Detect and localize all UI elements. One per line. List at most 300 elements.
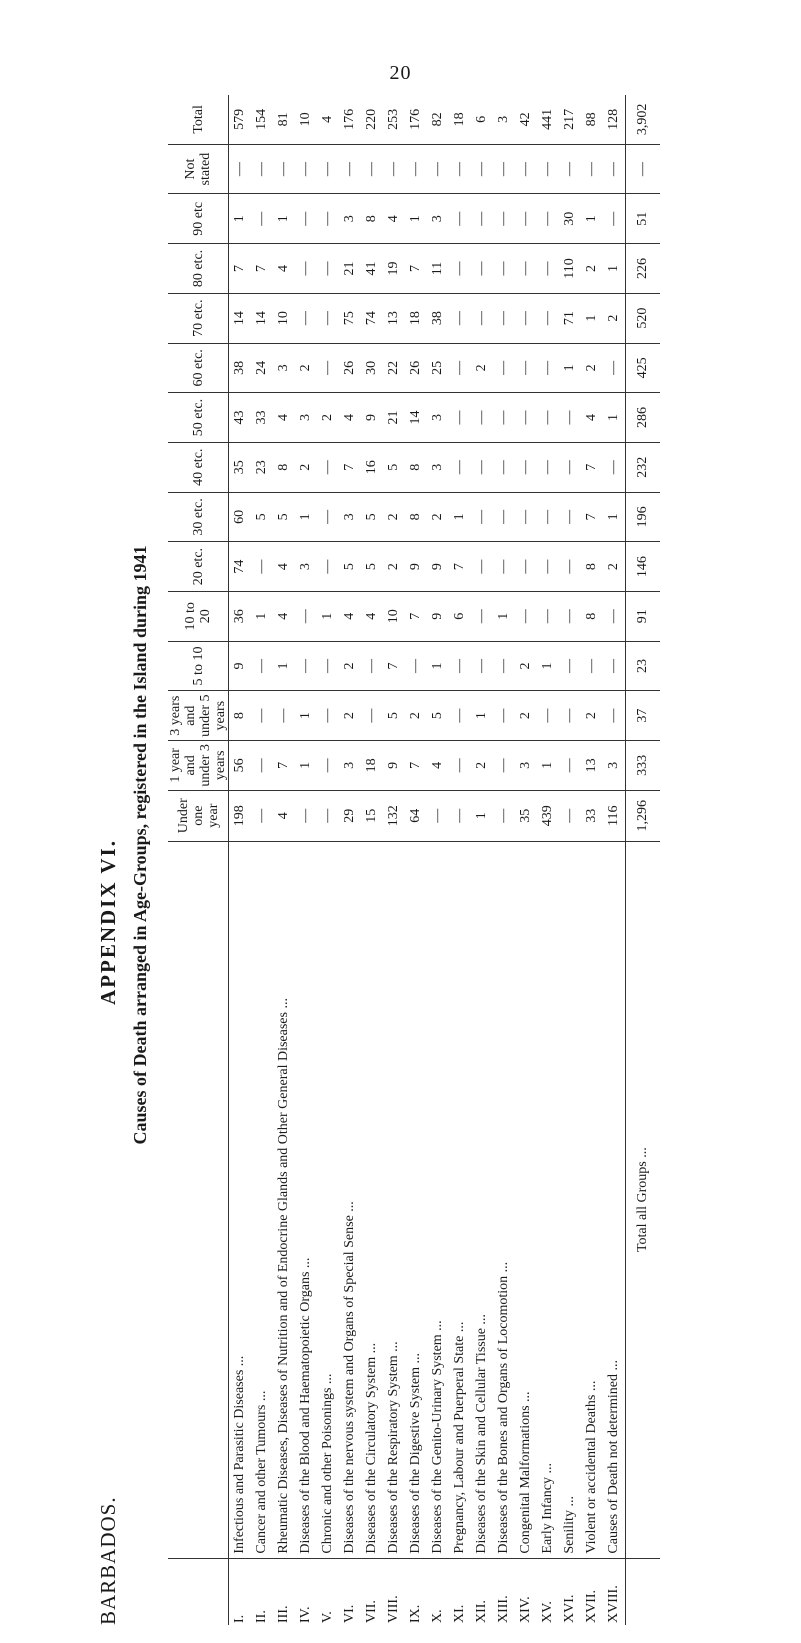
- table-cell: —: [537, 144, 559, 194]
- column-header: 3 years and under 5 years: [168, 691, 229, 741]
- table-cell: 2: [339, 691, 361, 741]
- table-cell: —: [581, 144, 603, 194]
- table-cell: —: [603, 691, 626, 741]
- table-cell: 7: [383, 641, 405, 691]
- total-cell: 232: [626, 442, 661, 492]
- row-number: II.: [254, 1610, 269, 1623]
- column-header: 90 etc: [168, 194, 229, 244]
- table-cell: —: [273, 691, 295, 741]
- cause-label: Diseases of the Digestive System ...: [405, 841, 427, 1558]
- table-cell: 5: [251, 492, 273, 542]
- row-number: VIII.: [386, 1595, 401, 1623]
- table-cell: 10: [383, 591, 405, 641]
- table-cell: 1: [229, 194, 252, 244]
- table-cell: 15: [361, 790, 383, 841]
- table-cell: 1: [427, 641, 449, 691]
- table-row: [405, 95, 427, 1625]
- column-header: 30 etc.: [168, 492, 229, 542]
- table-cell: 2: [427, 492, 449, 542]
- table-cell: —: [273, 144, 295, 194]
- table-cell: 4: [273, 790, 295, 841]
- table-cell: —: [405, 641, 427, 691]
- table-cell: —: [493, 144, 515, 194]
- table-cell: 9: [427, 542, 449, 592]
- cause-label: Diseases of the Genito-Urinary System ...: [427, 841, 449, 1558]
- table-cell: —: [515, 244, 537, 294]
- table-cell: 14: [405, 393, 427, 443]
- table-cell: —: [559, 492, 581, 542]
- cause-label: Early Infancy ...: [537, 841, 559, 1558]
- table-cell: —: [251, 790, 273, 841]
- column-header: Total: [168, 95, 229, 144]
- table-cell: —: [493, 442, 515, 492]
- table-cell: 2: [471, 343, 493, 393]
- table-cell: 24: [251, 343, 273, 393]
- row-number: XVIII.: [606, 1585, 621, 1623]
- cause-label: Diseases of the Blood and Haematopoietic Organs ...: [295, 841, 317, 1558]
- table-cell: 38: [229, 343, 252, 393]
- table-cell: 220: [361, 95, 383, 144]
- table-cell: 21: [339, 244, 361, 294]
- table-cell: —: [559, 741, 581, 791]
- table-cell: 18: [405, 293, 427, 343]
- table-cell: 5: [273, 492, 295, 542]
- table-cell: —: [383, 144, 405, 194]
- table-cell: —: [427, 790, 449, 841]
- table-cell: 16: [361, 442, 383, 492]
- table-cell: —: [559, 641, 581, 691]
- table-cell: 1: [603, 393, 626, 443]
- table-cell: —: [251, 691, 273, 741]
- table-cell: 7: [405, 591, 427, 641]
- table-cell: —: [493, 641, 515, 691]
- table-cell: 1: [471, 691, 493, 741]
- table-cell: 25: [427, 343, 449, 393]
- table-cell: —: [493, 293, 515, 343]
- table-cell: 1: [251, 591, 273, 641]
- table-cell: 1: [493, 591, 515, 641]
- cause-label: Rheumatic Diseases, Diseases of Nutrition and of Endocrine Glands and Other General Diseases ...: [273, 841, 295, 1558]
- table-cell: —: [251, 542, 273, 592]
- table-cell: 35: [515, 790, 537, 841]
- cause-label: Diseases of the Circulatory System ...: [361, 841, 383, 1558]
- table-cell: 2: [295, 442, 317, 492]
- table-cell: 7: [405, 244, 427, 294]
- table-cell: 2: [405, 691, 427, 741]
- table-cell: 2: [515, 641, 537, 691]
- table-row: [273, 95, 295, 1625]
- total-cell: 51: [626, 194, 661, 244]
- table-cell: —: [493, 194, 515, 244]
- table-cell: —: [515, 194, 537, 244]
- table-cell: —: [471, 641, 493, 691]
- table-cell: 26: [405, 343, 427, 393]
- table-cell: —: [515, 591, 537, 641]
- table-cell: —: [559, 591, 581, 641]
- table-cell: —: [449, 393, 471, 443]
- table-cell: —: [515, 293, 537, 343]
- table-cell: —: [537, 343, 559, 393]
- total-blank-cell: [626, 1558, 661, 1625]
- cause-label: Causes of Death not determined ...: [603, 841, 626, 1558]
- table-cell: 82: [427, 95, 449, 144]
- row-number: X.: [430, 1609, 445, 1623]
- table-cell: 21: [383, 393, 405, 443]
- table-cell: 154: [251, 95, 273, 144]
- table-cell: 3: [427, 393, 449, 443]
- row-number: XII.: [474, 1600, 489, 1623]
- table-cell: 75: [339, 293, 361, 343]
- table-cell: 88: [581, 95, 603, 144]
- table-cell: 4: [361, 591, 383, 641]
- total-cell: 1,296: [626, 790, 661, 841]
- table-cell: —: [471, 492, 493, 542]
- table-cell: —: [515, 393, 537, 443]
- table-cell: —: [295, 144, 317, 194]
- cause-label: Infectious and Parasitic Diseases ...: [229, 841, 252, 1558]
- table-cell: —: [317, 293, 339, 343]
- table-cell: 8: [361, 194, 383, 244]
- table-cell: —: [317, 542, 339, 592]
- row-number: VII.: [364, 1600, 379, 1623]
- row-number: III.: [276, 1605, 291, 1623]
- table-cell: —: [449, 293, 471, 343]
- table-row: [515, 95, 537, 1625]
- table-cell: —: [295, 194, 317, 244]
- total-label: Total all Groups ...: [626, 841, 661, 1558]
- page-number: 20: [389, 62, 412, 84]
- column-header: 5 to 10: [168, 641, 229, 691]
- row-number: IV.: [298, 1606, 313, 1623]
- table-cell: 253: [383, 95, 405, 144]
- table-cell: 3: [339, 492, 361, 542]
- table-cell: 4: [339, 591, 361, 641]
- table-cell: —: [471, 144, 493, 194]
- row-number: XIII.: [496, 1595, 511, 1623]
- table-cell: 38: [427, 293, 449, 343]
- table-cell: —: [493, 244, 515, 294]
- cause-label: Pregnancy, Labour and Puerperal State ...: [449, 841, 471, 1558]
- table-cell: 56: [229, 741, 252, 791]
- cause-label: Chronic and other Poisonings ...: [317, 841, 339, 1558]
- table-cell: —: [603, 591, 626, 641]
- table-cell: 1: [273, 194, 295, 244]
- table-cell: —: [493, 691, 515, 741]
- table-cell: —: [537, 244, 559, 294]
- table-cell: —: [251, 144, 273, 194]
- table-cell: 60: [229, 492, 252, 542]
- table-title: Causes of Death arranged in Age-Groups, registered in the Island during 1941: [130, 545, 150, 1145]
- table-cell: 1: [471, 790, 493, 841]
- table-cell: —: [537, 542, 559, 592]
- table-cell: —: [493, 790, 515, 841]
- table-body: [229, 95, 626, 1625]
- table-cell: 439: [537, 790, 559, 841]
- table-cell: —: [295, 244, 317, 294]
- table-cell: 2: [471, 741, 493, 791]
- table-cell: 3: [603, 741, 626, 791]
- column-header: 40 etc.: [168, 442, 229, 492]
- table-row: [537, 95, 559, 1625]
- total-cell: 196: [626, 492, 661, 542]
- table-row: [603, 95, 626, 1625]
- table-cell: —: [603, 641, 626, 691]
- table-cell: 35: [229, 442, 252, 492]
- table-cell: —: [603, 442, 626, 492]
- table-row: [229, 95, 252, 1625]
- row-number: XI.: [452, 1604, 467, 1623]
- table-cell: 7: [229, 244, 252, 294]
- table-cell: 23: [251, 442, 273, 492]
- table-cell: 8: [581, 591, 603, 641]
- table-cell: 1: [295, 492, 317, 542]
- total-cell: 91: [626, 591, 661, 641]
- table-cell: 4: [273, 393, 295, 443]
- row-number: I.: [232, 1614, 247, 1623]
- table-cell: 176: [339, 95, 361, 144]
- sheet-heading: [90, 65, 130, 1625]
- table-cell: —: [471, 393, 493, 443]
- table-cell: 7: [581, 492, 603, 542]
- table-cell: —: [471, 194, 493, 244]
- table-cell: 2: [515, 691, 537, 741]
- table-cell: 2: [383, 542, 405, 592]
- table-cell: 3: [493, 95, 515, 144]
- total-cell: 333: [626, 741, 661, 791]
- table-cell: —: [515, 492, 537, 542]
- table-cell: 2: [581, 691, 603, 741]
- table-row: [317, 95, 339, 1625]
- table-cell: —: [361, 144, 383, 194]
- table-cell: 9: [229, 641, 252, 691]
- table-cell: —: [559, 393, 581, 443]
- table-cell: 217: [559, 95, 581, 144]
- table-cell: —: [559, 542, 581, 592]
- table-cell: 3: [515, 741, 537, 791]
- table-cell: —: [537, 393, 559, 443]
- table-cell: 33: [581, 790, 603, 841]
- table-row: [251, 95, 273, 1625]
- table-row: [493, 95, 515, 1625]
- table-cell: 4: [339, 393, 361, 443]
- table-cell: 1: [603, 492, 626, 542]
- table-cell: —: [449, 790, 471, 841]
- table-cell: —: [449, 741, 471, 791]
- table-cell: 30: [559, 194, 581, 244]
- table-cell: 1: [559, 343, 581, 393]
- table-cell: —: [317, 144, 339, 194]
- row-number: VI.: [342, 1604, 357, 1623]
- place-name: BARBADOS.: [96, 1496, 120, 1625]
- table-cell: 5: [361, 492, 383, 542]
- cause-label: Diseases of the Respiratory System ...: [383, 841, 405, 1558]
- table-cell: —: [295, 790, 317, 841]
- column-header: 10 to 20: [168, 591, 229, 641]
- total-row: [626, 95, 661, 1625]
- appendix-title: APPENDIX VI.: [96, 839, 120, 1005]
- table-cell: —: [537, 591, 559, 641]
- total-cell: 23: [626, 641, 661, 691]
- total-cell: 425: [626, 343, 661, 393]
- table-cell: 26: [339, 343, 361, 393]
- table-cell: 2: [339, 641, 361, 691]
- table-cell: —: [493, 393, 515, 443]
- cause-label: Cancer and other Tumours ...: [251, 841, 273, 1558]
- table-cell: 1: [537, 641, 559, 691]
- row-number: XVI.: [562, 1594, 577, 1623]
- table-cell: 4: [273, 244, 295, 294]
- table-cell: 1: [273, 641, 295, 691]
- row-number: XV.: [540, 1601, 555, 1623]
- table-cell: 176: [405, 95, 427, 144]
- table-cell: —: [493, 492, 515, 542]
- table-cell: —: [317, 442, 339, 492]
- column-header: 50 etc.: [168, 393, 229, 443]
- table-cell: —: [449, 244, 471, 294]
- table-cell: —: [251, 194, 273, 244]
- total-cell: 37: [626, 691, 661, 741]
- table-cell: 43: [229, 393, 252, 443]
- table-cell: —: [537, 194, 559, 244]
- table-cell: 2: [581, 343, 603, 393]
- table-cell: —: [339, 144, 361, 194]
- table-cell: —: [251, 641, 273, 691]
- table-cell: 9: [427, 591, 449, 641]
- table-cell: 128: [603, 95, 626, 144]
- column-header: 60 etc.: [168, 343, 229, 393]
- table-cell: 4: [581, 393, 603, 443]
- table-cell: 7: [251, 244, 273, 294]
- column-header: Under one year: [168, 790, 229, 841]
- row-number: IX.: [408, 1604, 423, 1623]
- table-cell: 42: [515, 95, 537, 144]
- table-cell: 11: [427, 244, 449, 294]
- table-cell: —: [317, 343, 339, 393]
- table-cell: 10: [273, 293, 295, 343]
- table-cell: 1: [581, 194, 603, 244]
- table-cell: 2: [295, 343, 317, 393]
- table-cell: 1: [449, 492, 471, 542]
- table-cell: 3: [295, 393, 317, 443]
- table-cell: 132: [383, 790, 405, 841]
- table-cell: —: [449, 144, 471, 194]
- table-cell: —: [405, 144, 427, 194]
- table-cell: 9: [405, 542, 427, 592]
- table-row: [581, 95, 603, 1625]
- row-number: XIV.: [518, 1596, 533, 1623]
- table-cell: —: [559, 442, 581, 492]
- table-cell: —: [471, 542, 493, 592]
- table-cell: —: [449, 641, 471, 691]
- table-cell: —: [537, 293, 559, 343]
- table-cell: 2: [317, 393, 339, 443]
- table-cell: 74: [229, 542, 252, 592]
- cause-label: Congenital Malformations ...: [515, 841, 537, 1558]
- total-cell: 286: [626, 393, 661, 443]
- row-number: V.: [320, 1611, 335, 1623]
- total-cell: 3,902: [626, 95, 661, 144]
- table-cell: —: [515, 442, 537, 492]
- table-cell: 7: [449, 542, 471, 592]
- row-number: XVII.: [584, 1589, 599, 1623]
- table-cell: 8: [581, 542, 603, 592]
- table-cell: —: [603, 194, 626, 244]
- cause-label: Diseases of the Skin and Cellular Tissue ...: [471, 841, 493, 1558]
- table-cell: —: [361, 691, 383, 741]
- table-cell: 2: [383, 492, 405, 542]
- table-cell: —: [537, 442, 559, 492]
- table-cell: 10: [295, 95, 317, 144]
- table-cell: 36: [229, 591, 252, 641]
- table-cell: 9: [361, 393, 383, 443]
- table-cell: 116: [603, 790, 626, 841]
- table-cell: 8: [405, 492, 427, 542]
- table-cell: 110: [559, 244, 581, 294]
- table-cell: —: [493, 542, 515, 592]
- table-cell: 6: [471, 95, 493, 144]
- table-cell: 74: [361, 293, 383, 343]
- table-cell: 2: [603, 293, 626, 343]
- table-cell: —: [603, 343, 626, 393]
- table-cell: 7: [405, 741, 427, 791]
- table-row: [361, 95, 383, 1625]
- table-cell: 1: [537, 741, 559, 791]
- table-cell: —: [427, 144, 449, 194]
- column-header: 70 etc.: [168, 293, 229, 343]
- table-cell: —: [449, 691, 471, 741]
- table-row: [339, 95, 361, 1625]
- table-cell: 1: [295, 741, 317, 791]
- table-cell: 3: [339, 194, 361, 244]
- table-cell: 4: [427, 741, 449, 791]
- table-cell: —: [317, 641, 339, 691]
- table-row: [449, 95, 471, 1625]
- table-cell: 41: [361, 244, 383, 294]
- table-cell: —: [515, 343, 537, 393]
- table-cell: 18: [361, 741, 383, 791]
- table-cell: 14: [251, 293, 273, 343]
- column-header: [168, 1558, 229, 1625]
- table-row: [427, 95, 449, 1625]
- table-header-row: [168, 95, 229, 1625]
- column-header: 80 etc.: [168, 244, 229, 294]
- table-cell: 71: [559, 293, 581, 343]
- table-cell: 7: [581, 442, 603, 492]
- table-cell: 9: [383, 741, 405, 791]
- table-cell: —: [295, 293, 317, 343]
- table-cell: 2: [603, 542, 626, 592]
- table-cell: 5: [361, 542, 383, 592]
- table-cell: 1: [317, 591, 339, 641]
- table-cell: —: [251, 741, 273, 791]
- total-cell: 226: [626, 244, 661, 294]
- table-cell: —: [515, 542, 537, 592]
- total-cell: —: [626, 144, 661, 194]
- table-cell: 4: [383, 194, 405, 244]
- table-cell: 1: [581, 293, 603, 343]
- table-cell: —: [317, 790, 339, 841]
- cause-label: Senility ...: [559, 841, 581, 1558]
- table-cell: 3: [427, 442, 449, 492]
- table-cell: 5: [339, 542, 361, 592]
- table-cell: —: [471, 244, 493, 294]
- table-cell: 3: [295, 542, 317, 592]
- table-cell: —: [229, 144, 252, 194]
- table-cell: —: [449, 343, 471, 393]
- table-cell: 13: [383, 293, 405, 343]
- table-cell: 4: [273, 542, 295, 592]
- table-cell: —: [317, 492, 339, 542]
